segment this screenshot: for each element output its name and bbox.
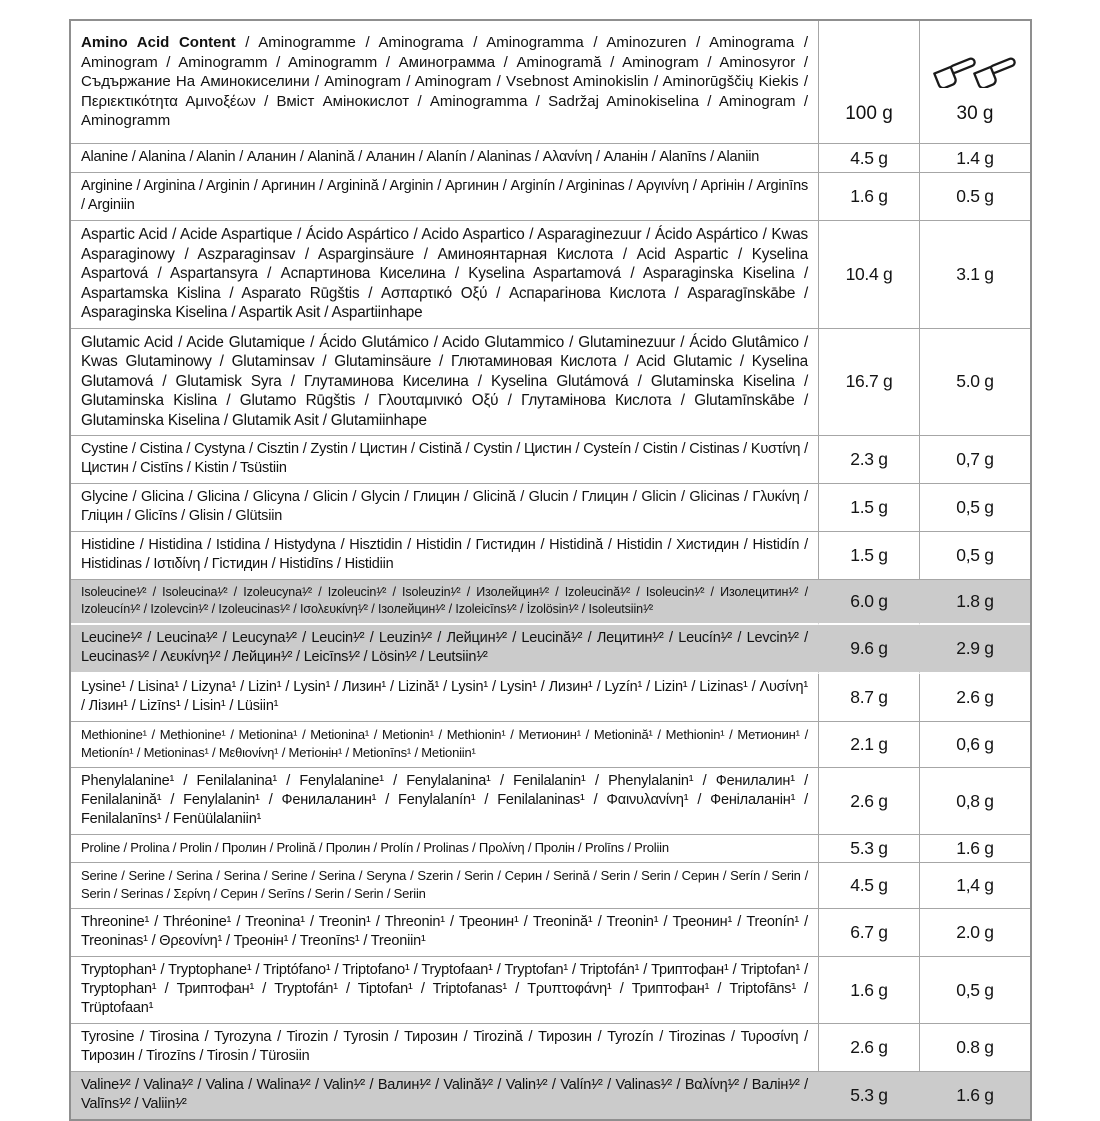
row-methionine (71, 722, 1030, 768)
row-cystine (71, 436, 1030, 484)
row-phenylalanine (71, 768, 1030, 835)
value-30g: 0,6 g (920, 722, 1030, 768)
value-30g: 1.6 g (920, 1072, 1030, 1119)
row-leucine (71, 625, 1030, 674)
amino-acid-names: Proline / Prolina / Prolin / Пролин / Prolină / Пролин / Prolín / Prolinas / Προλίνη / Пролін / Prolīns / Proliin (71, 835, 819, 863)
row-glutamic-acid (71, 329, 1030, 437)
value-100g: 4.5 g (819, 863, 920, 909)
value-100g: 4.5 g (819, 144, 920, 173)
row-aspartic-acid (71, 221, 1030, 329)
value-30g: 0.5 g (920, 173, 1030, 221)
row-threonine (71, 909, 1030, 957)
table-title-translations: / Aminogramme / Aminograma / Aminogramma / Aminozuren / Aminograma / Aminogram / Aminogramm / Aminogramm / Аминограмма / Aminogramă / Aminogram / Aminosyror / Съдържание На Аминокиселини / Aminogram / Aminogram / Vsebnost Aminokislin / Aminorūgščių Kiekis / Περιεκτικότητα Αμινοξέων / Вміст Амінокислот / Aminogramma / Sadržaj Aminokiselina / Aminogram / Aminogramm (81, 34, 808, 130)
amino-acid-names: Valine¹⁄² / Valina¹⁄² / Valina / Walina¹⁄² / Valin¹⁄² / Валин¹⁄² / Valină¹⁄² / Valin¹⁄² / Valín¹⁄² / Valinas¹⁄² / Βαλίνη¹⁄² / Валін¹⁄² / Valīns¹⁄² / Valiin¹⁄² (71, 1072, 819, 1119)
amino-acid-table (69, 19, 1030, 1121)
value-100g: 1.6 g (819, 957, 920, 1024)
table-title (71, 21, 819, 144)
value-30g: 2.9 g (920, 625, 1030, 674)
scoop-icons (930, 51, 1020, 93)
row-alanine (71, 144, 1030, 173)
value-100g: 1.6 g (819, 173, 920, 221)
value-30g: 0,8 g (920, 768, 1030, 835)
value-100g: 5.3 g (819, 1072, 920, 1119)
value-100g: 16.7 g (819, 329, 920, 437)
value-100g: 2.6 g (819, 768, 920, 835)
row-glycine (71, 484, 1030, 532)
value-30g: 5.0 g (920, 329, 1030, 437)
value-100g: 6.0 g (819, 580, 920, 625)
row-serine (71, 863, 1030, 909)
value-30g: 0,5 g (920, 957, 1030, 1024)
value-100g: 9.6 g (819, 625, 920, 674)
row-tyrosine (71, 1024, 1030, 1072)
amino-acid-names: Glycine / Glicina / Glicina / Glicyna / Glicin / Glycin / Глицин / Glicină / Glucin / Глицин / Glicin / Glicinas / Γλυκίνη / Гліцин / Glicīns / Glisin / Glütsiin (71, 484, 819, 532)
amino-acid-names: Glutamic Acid / Acide Glutamique / Ácido Glutámico / Acido Glutammico / Glutaminezuur / Ácido Glutâmico / Kwas Glutaminowy / Glutaminsav / Glutaminsäure / Глютаминовая Кислота / Acid Glutamic / Kyselina Glutamová / Glutamisk Syra / Глутаминова Киселина / Kyselina Glutámová / Glutaminska Kiselina / Glutaminska Kislina / Glutamo Rūgštis / Γλουταμινικό Οξύ / Глутамінова Кислота / Glutamīnskābe / Glutaminska Kiselina / Glutamik Asit / Glutamiinhape (71, 329, 819, 437)
column-header-100g (819, 21, 920, 144)
row-valine (71, 1072, 1030, 1119)
value-30g: 0,5 g (920, 484, 1030, 532)
value-100g: 2.6 g (819, 1024, 920, 1072)
amino-acid-names: Isoleucine¹⁄² / Isoleucina¹⁄² / Izoleucyna¹⁄² / Izoleucin¹⁄² / Isoleuzin¹⁄² / Изолейцин¹⁄² / Izoleucină¹⁄² / Isoleucin¹⁄² / Изолецитин¹⁄² / Izoleucín¹⁄² / Izolevcin¹⁄² / Izoleucinas¹⁄² / Ισολευκίνη¹⁄² / Ізолейцин¹⁄² / Izoleicīns¹⁄² / İzolösin¹⁄² / Isoleutsiin¹⁄² (71, 580, 819, 625)
amino-acid-names: Histidine / Histidina / Istidina / Histydyna / Hisztidin / Histidin / Гистидин / Histidină / Histidin / Хистидин / Histidín / Histidinas / Ιστιδίνη / Гістидин / Histidīns / Histidiin (71, 532, 819, 580)
scoop-icon (970, 51, 1020, 88)
amino-acid-names: Tryptophan¹ / Tryptophane¹ / Triptófano¹ / Triptofano¹ / Tryptofaan¹ / Tryptofan¹ / Triptofán¹ / Триптофан¹ / Triptofan¹ / Tryptophan¹ / Триптофан¹ / Tryptofán¹ / Tiptofan¹ / Triptofanas¹ / Τρυπτοφάνη¹ / Триптофан¹ / Triptofāns¹ / Trüptofaan¹ (71, 957, 819, 1024)
value-30g: 1.6 g (920, 835, 1030, 863)
value-30g: 1.8 g (920, 580, 1030, 625)
row-lysine (71, 674, 1030, 722)
value-100g: 6.7 g (819, 909, 920, 957)
value-100g: 1.5 g (819, 484, 920, 532)
column-header-30g (920, 21, 1030, 144)
amino-acid-names: Lysine¹ / Lisina¹ / Lizyna¹ / Lizin¹ / Lysin¹ / Лизин¹ / Lizină¹ / Lysin¹ / Lysin¹ / Лизин¹ / Lyzín¹ / Lizin¹ / Lizinas¹ / Λυσίνη¹ / Лізин¹ / Lizīns¹ / Lisin¹ / Lüsiin¹ (71, 674, 819, 722)
table-title-bold: Amino Acid Content (81, 34, 236, 52)
amino-acid-names: Alanine / Alanina / Alanin / Аланин / Alanină / Аланин / Alanín / Alaninas / Αλανίνη / Аланін / Alanīns / Alaniin (71, 144, 819, 173)
value-100g: 2.3 g (819, 436, 920, 484)
row-proline (71, 835, 1030, 863)
value-30g: 0,5 g (920, 532, 1030, 580)
amino-acid-names: Phenylalanine¹ / Fenilalanina¹ / Fenylalanine¹ / Fenylalanina¹ / Fenilalanin¹ / Phenylalanin¹ / Фенилалин¹ / Fenilalanină¹ / Fenylalanin¹ / Фенилаланин¹ / Fenylalanín¹ / Fenilalaninas¹ / Φαινυλανίνη¹ / Фенілаланін¹ / Fenilalanīns¹ / Fenüülalaniin¹ (71, 768, 819, 835)
value-30g: 2.0 g (920, 909, 1030, 957)
value-30g: 1,4 g (920, 863, 1030, 909)
value-100g: 8.7 g (819, 674, 920, 722)
value-100g: 1.5 g (819, 532, 920, 580)
amino-acid-names: Threonine¹ / Thréonine¹ / Treonina¹ / Treonin¹ / Threonin¹ / Треонин¹ / Treonină¹ / Treonin¹ / Треонин¹ / Treonín¹ / Treoninas¹ / Θρεονίνη¹ / Треонін¹ / Treonīns¹ / Treoniin¹ (71, 909, 819, 957)
amino-acid-names: Aspartic Acid / Acide Aspartique / Ácido Aspártico / Acido Aspartico / Asparaginezuur / Ácido Aspártico / Kwas Asparaginowy / Aszparaginsav / Asparginsäure / Аминоянтарная Кислота / Acid Aspartic / Kyselina Aspartová / Aspartansyra / Аспартинова Киселина / Kyselina Aspartamová / Asparaginska Kiselina / Aspartamska Kislina / Asparato Rūgštis / Ασπαρτικό Οξύ / Аспарагінова Кислота / Asparagīnskābe / Asparaginska Kiselina / Aspartik Asit / Aspartiinhape (71, 221, 819, 329)
value-100g: 10.4 g (819, 221, 920, 329)
column-header-30g-label: 30 g (956, 103, 994, 124)
amino-acid-names: Arginine / Arginina / Arginin / Аргинин / Arginină / Arginin / Аргинин / Arginín / Argininas / Αργινίνη / Аргінін / Arginīns / Arginiin (71, 173, 819, 221)
amino-acid-names: Methionine¹ / Methionine¹ / Metionina¹ / Metionina¹ / Metionin¹ / Methionin¹ / Метионин¹ / Metionină¹ / Methionin¹ / Метионин¹ / Metionín¹ / Metioninas¹ / Μεθιονίνη¹ / Метіонін¹ / Metionīns¹ / Metioniin¹ (71, 722, 819, 768)
value-100g: 5.3 g (819, 835, 920, 863)
amino-acid-names: Tyrosine / Tirosina / Tyrozyna / Tirozin / Tyrosin / Тирозин / Tirozină / Тирозин / Tyrozín / Tirozinas / Τυροσίνη / Тирозин / Tirozīns / Tirosin / Türosiin (71, 1024, 819, 1072)
nutrition-table (69, 19, 1032, 1121)
amino-acid-names: Serine / Serine / Serina / Serina / Serine / Serina / Seryna / Szerin / Serin / Серин / Serină / Serin / Serin / Серин / Serín / Serin / Serin / Serinas / Σερίνη / Серин / Serīns / Serin / Serin / Seriin (71, 863, 819, 909)
table-header-row (71, 21, 1030, 144)
amino-acid-names: Cystine / Cistina / Cystyna / Cisztin / Zystin / Цистин / Cistină / Cystin / Цистин / Cysteín / Cistin / Cistinas / Κυστίνη / Цистин / Cistīns / Kistin / Tsüstiin (71, 436, 819, 484)
row-histidine (71, 532, 1030, 580)
value-30g: 3.1 g (920, 221, 1030, 329)
value-30g: 0,7 g (920, 436, 1030, 484)
row-tryptophan (71, 957, 1030, 1024)
value-30g: 1.4 g (920, 144, 1030, 173)
value-30g: 2.6 g (920, 674, 1030, 722)
row-isoleucine (71, 580, 1030, 625)
amino-acid-names: Leucine¹⁄² / Leucina¹⁄² / Leucyna¹⁄² / Leucin¹⁄² / Leuzin¹⁄² / Лейцин¹⁄² / Leucină¹⁄² / Лецитин¹⁄² / Leucín¹⁄² / Levcin¹⁄² / Leucinas¹⁄² / Λευκίνη¹⁄² / Лейцин¹⁄² / Leicīns¹⁄² / Lösin¹⁄² / Leutsiin¹⁄² (71, 625, 819, 674)
column-header-100g-label: 100 g (845, 103, 893, 124)
value-100g: 2.1 g (819, 722, 920, 768)
row-arginine (71, 173, 1030, 221)
value-30g: 0.8 g (920, 1024, 1030, 1072)
